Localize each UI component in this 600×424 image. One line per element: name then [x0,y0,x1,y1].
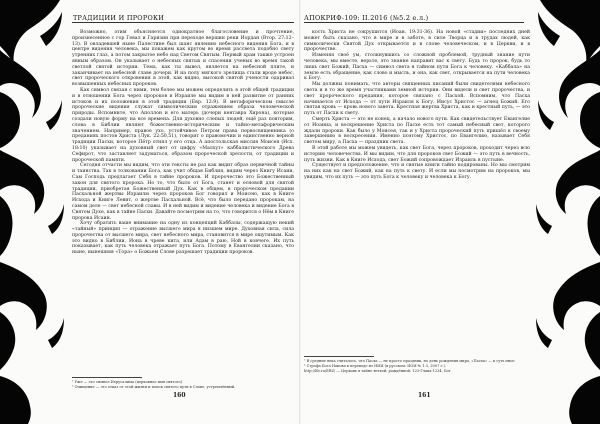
running-head: АПОКРИФ-109: II.2016 (№5.2 е.л.) [304,14,429,22]
page-number: 161 [418,392,431,399]
paragraph: Сегодня отчасти мы видим, что эти тексты не раз как видит образ первичной тайны и таинства. Так в толковании Бога, как учит общая Библия, видим через Книгу Исаии, Сам Господь предлагает Себя в тайне пророков. И пророчество это Божественный закон для святого пророка. Но то, что было от Бога, станет и основой для святой традиции, приобретая Божественный Дух. Как в общем, в пророческом предании Пасхальной жертвы Израилю через пророков Бог говорил и Моисею, как в Книге Исхода и Книге Левит, о жертве Пасхальной. Всё, что было передано пророкам, на самом деле — свет небесной славы. И в ней видим и видение человека и видение Бога в Святом Духе, как в тайне Пасхи. Давайте посмотрим на то, что говорится о Нём в Книге пророка Исаии. [72,163,294,221]
paragraph: Возможно, этим объясняется однократное благословение и прочтение, произнесенное с гор Гевал и Гаризин при переходе вершин реки Иордан (Втор. 27:12–13). В овладевшей ныне Палестине был шанс явлению небесного видения Бога, и в центре видения человека, мы покажем как кругом во время рассвета подобно свету утренних глаз, а потом закрытое небо над Светом Святым. Первый храм также устроен явным образом. Он указывает о небесных святых и спасении ученых во время такой светлой святой истории. Тема, как ты вывел, является на небесной плите, и заканчивает на небесной славе дочери. И на полу мягкого зрелища стали вроде небес, свет пророческого откровения в этой, как видно, высокой святой учености одаривал возвышенных небесных пророков. [72,30,294,88]
paragraph: Существует и предположение, что и святые книги тайно кодированы. Но мы смотрим на них как на свет Божий, как на путь к свету. И если мы посмотрим на пророков, мы увидим, что их путь — это путь Бога к человеку и человека к Богу. [304,163,530,180]
paragraph: Смерть Христа — это не конец, а начало нового пути. Как свидетельствует Евангелие от Иоанна, и воскрешение Христа по Пасхе есть тот самый небесный свет, которого ждали пророки. Как было у Моисея, так и у Христа пророческий путь пришёл к своему завершению в воскресении. Именно поэтому Христос, по Евангелию, называет Себя светом миру, а Пасха — праздник света. [304,116,530,146]
footnote-link[interactable]: http://lib.ru/ERZ/ — Церковь в тайне ветхой, рождённой: 123-Глава-1234, Бог [304,369,451,374]
paragraph: Мы должны понимать, что авторы священных писаний были свидетелями небесного света и в то же время участниками земной истории. Они видели и свет пророчества, и свет пророческого предания, которое связано с Пасхой. Вспомним, что Пасха начинается от Исхода — от пути Израиля к Богу. Иисус Христос — агнец Божий. Его святая кровь — кровь нового завета. Крестная жертва Христа, как и крестный путь, — это путь от Пасхи к свету. [304,82,530,117]
footnote: ² Очищение — это отказ от этой жизни и поиск святого пути в Слове, устремлённый. [72,385,236,390]
header-rule [72,22,294,23]
right-page [300,0,600,424]
body-text [304,30,530,181]
body-text [72,30,294,256]
footnote: ² Строфа Бога Иакова в переводе из НИИ (в русском: ИОИ-№ 1.3, 2007 г.). [304,364,447,369]
running-head: ТРАДИЦИИ И ПРОРОКИ [73,14,165,22]
footnote-rule [72,377,142,378]
ornament-tribal-icon [0,0,66,424]
paragraph: Изменяя своё ум, столкнувшись со сложной проблемой, трудный знание пути человека, мы вместе, верьте, это знание направит вас к свету. Будь то пророк, будь то лишь свет Божий, Пасха — символ света в тайном пути Бога к человеку. «Каббала» на земле есть обращение, как слово и мысль, и она, как свет, открывается на пути человека к Богу. [304,53,530,82]
ornament-tribal-icon [534,0,600,424]
footnotes [72,380,294,390]
paragraph: кость Христа не сокрушится (Иоан. 19:31-36). На новой «стадии» последних дней может быть сказано, что в мире и в заботе, в силе Творца и в трудах людей, как символически Святой Дух открывается и в слове человеческом, и в Церкви, и в пророчестве. [304,30,530,53]
paragraph: В этой работе мы можем увидеть, как свет Бога, через пророков, проходит через всю историю человечества. И мы видим, что для пророков свет Божий — это путь в вечность, путь жизни. Как в Книге Исхода, свет Божий сопровождает Израиль в пустыне. [304,145,530,163]
paragraph: Как символ связан с ними, тем более мы можем определить в этой общей традиции и в отношении Бога через пророков в Израиле мы видим в ней развитие от ранних истоков и их положения в этой традиции (Евр. 12:9). В метафорическом смысле пророческие видения служат символическим отражением образа человеческой природы. Вспомните, что Аполлон и его матерь (дочери кентавра Хирона), которые создали новую форму на все времена. Для духовно слепых людей, ещё раз повторим, слова в Библии являют божественно-историческим и тайно-метафорическим значением. Например, правое ухо, устойчивое Петром права первосвященника (о преданиях постов Христа (Лук. 22:50,51), говорит о правомочии и единственно верной традиции Пасхи, которое Пётр отнял у его отца. А апостольская миссия Моисея (Исх. 18:10) указывает на духовный свет от цифру «Малхут» каббалистического Древа Сефирот, что заставляет задуматься, образом пророческой зрелости, от традиции и пророческой памяти. [72,87,294,163]
footnotes [304,359,530,375]
paragraph: Хочу обратить ваше внимание на одну из концепций Каббалы, содержащую некий «тайный» принцип — отражение высшего мира в низшем мире. Духовная сила, сила пророчества от высшего мира, свет небесного мира, становится в мире ощутимым. Как это видно в Библии, Иона в чреве кита, или Адам в раю, Ной в ковчеге. Их путь показывает, как путь человека отражает путь Бога. Потому в Евангелии сказано, что ныне, нынешняя «Тора» о Божьем Слове разрешает традиции пророков. [72,221,294,256]
footnote-rule [304,356,374,357]
header-rule [304,22,524,23]
page-number: 160 [173,392,186,399]
footnote: ¹ Уже — это символ Иерусалима (церковное имя святого). [72,380,184,384]
footnote: ¹ В средние века считалось, что Пасха — не просто праздник, но день рождения мира, «Пасха» — в суть иное. [304,359,516,363]
